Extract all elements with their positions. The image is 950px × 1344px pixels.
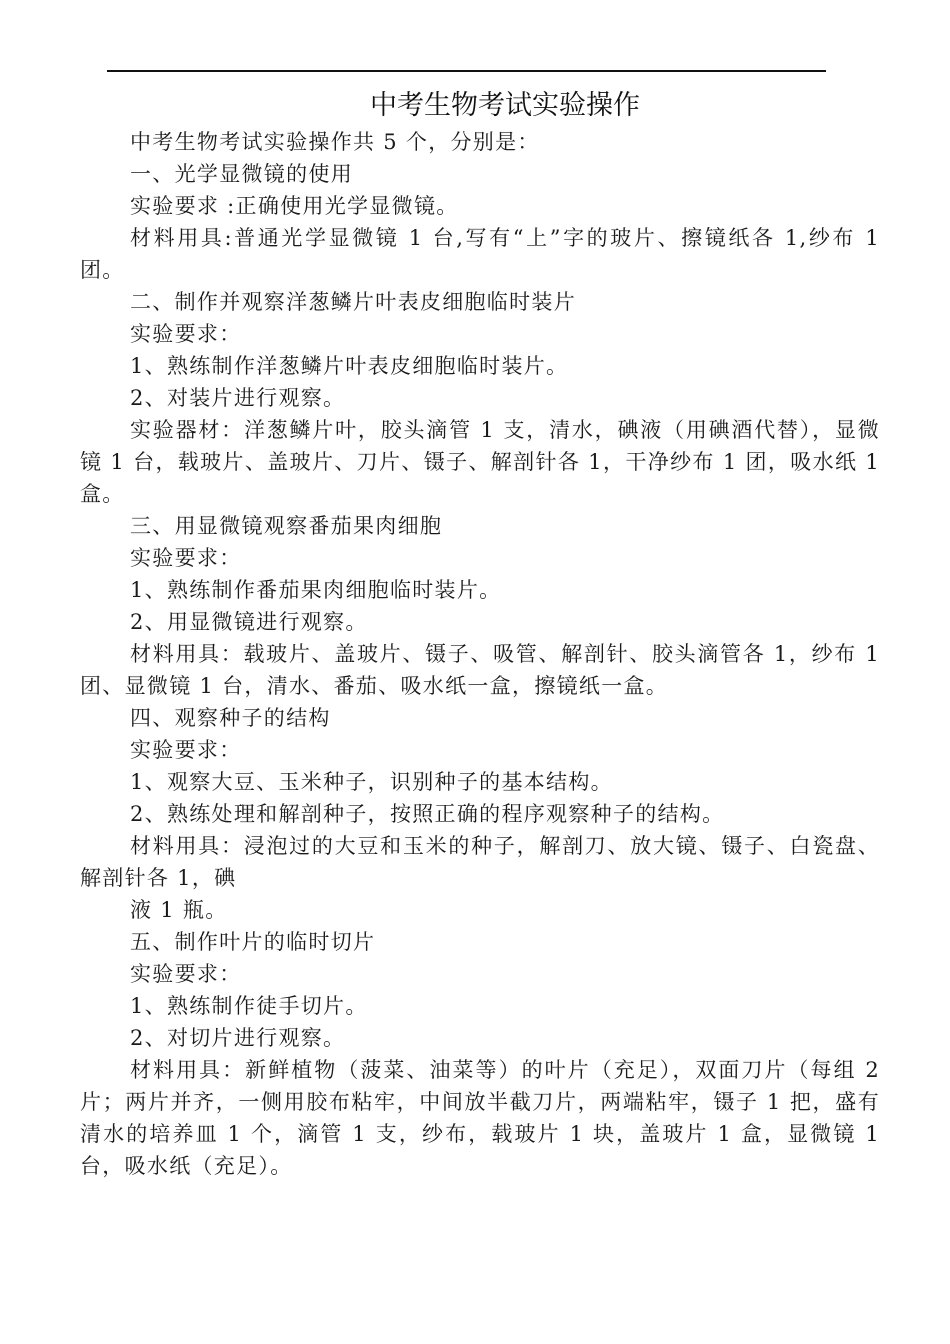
section-heading-1: 一、光学显微镜的使用 xyxy=(130,162,353,186)
materials-paragraph: 材料用具：新鲜植物（菠菜、油菜等）的叶片（充足），双面刀片（每组 2 片；两片并齐，一侧用胶布粘牢，中间放半截刀片，两端粘牢，镊子 1 把，盛有清水的培养皿 1 个，滴管 1 支，纱布，载玻片 1 块，盖玻片 1 盒，显微镜 1 台，吸水纸（充足）。 xyxy=(80,1058,880,1178)
requirement-item: 1、熟练制作徒手切片。 xyxy=(130,994,368,1018)
document-title: 中考生物考试实验操作 xyxy=(370,90,640,121)
requirement-item: 2、对切片进行观察。 xyxy=(130,1026,346,1050)
materials-paragraph: 实验器材：洋葱鳞片叶，胶头滴管 1 支，清水，碘液（用碘酒代替），显微镜 1 台，载玻片、盖玻片、刀片、镊子、解剖针各 1，干净纱布 1 团，吸水纸 1 盒。 xyxy=(80,418,880,506)
section-heading-3: 三、用显微镜观察番茄果肉细胞 xyxy=(130,514,443,538)
materials-paragraph: 材料用具：浸泡过的大豆和玉米的种子，解剖刀、放大镜、镊子、白瓷盘、解剖针各 1，碘 xyxy=(80,834,880,890)
materials-paragraph: 材料用具:普通光学显微镜 1 台,写有“上”字的玻片、擦镜纸各 1,纱布 1 团。 xyxy=(80,226,880,282)
requirement-item: 1、熟练制作洋葱鳞片叶表皮细胞临时装片。 xyxy=(130,354,569,378)
requirement-item: 1、观察大豆、玉米种子，识别种子的基本结构。 xyxy=(130,770,613,794)
requirement-label: 实验要求： xyxy=(130,738,242,762)
materials-paragraph: 材料用具：载玻片、盖玻片、镊子、吸管、解剖针、胶头滴管各 1，纱布 1 团、显微镜 1 台，清水、番茄、吸水纸一盒，擦镜纸一盒。 xyxy=(80,642,880,698)
requirement-paragraph: 实验要求 :正确使用光学显微镜。 xyxy=(130,194,459,218)
requirement-label: 实验要求： xyxy=(130,546,242,570)
requirement-label: 实验要求： xyxy=(130,322,242,346)
section-heading-5: 五、制作叶片的临时切片 xyxy=(130,930,376,954)
requirement-item: 1、熟练制作番茄果肉细胞临时装片。 xyxy=(130,578,502,602)
section-heading-2: 二、制作并观察洋葱鳞片叶表皮细胞临时装片 xyxy=(130,290,576,314)
materials-continuation: 液 1 瓶。 xyxy=(130,898,228,922)
header-rule xyxy=(107,70,826,72)
document-body xyxy=(80,126,880,1182)
requirement-item: 2、用显微镜进行观察。 xyxy=(130,610,368,634)
requirement-label: 实验要求： xyxy=(130,962,242,986)
requirement-item: 2、对装片进行观察。 xyxy=(130,386,346,410)
requirement-item: 2、熟练处理和解剖种子，按照正确的程序观察种子的结构。 xyxy=(130,802,725,826)
section-heading-4: 四、观察种子的结构 xyxy=(130,706,331,730)
intro-paragraph: 中考生物考试实验操作共 5 个，分别是： xyxy=(130,130,540,154)
